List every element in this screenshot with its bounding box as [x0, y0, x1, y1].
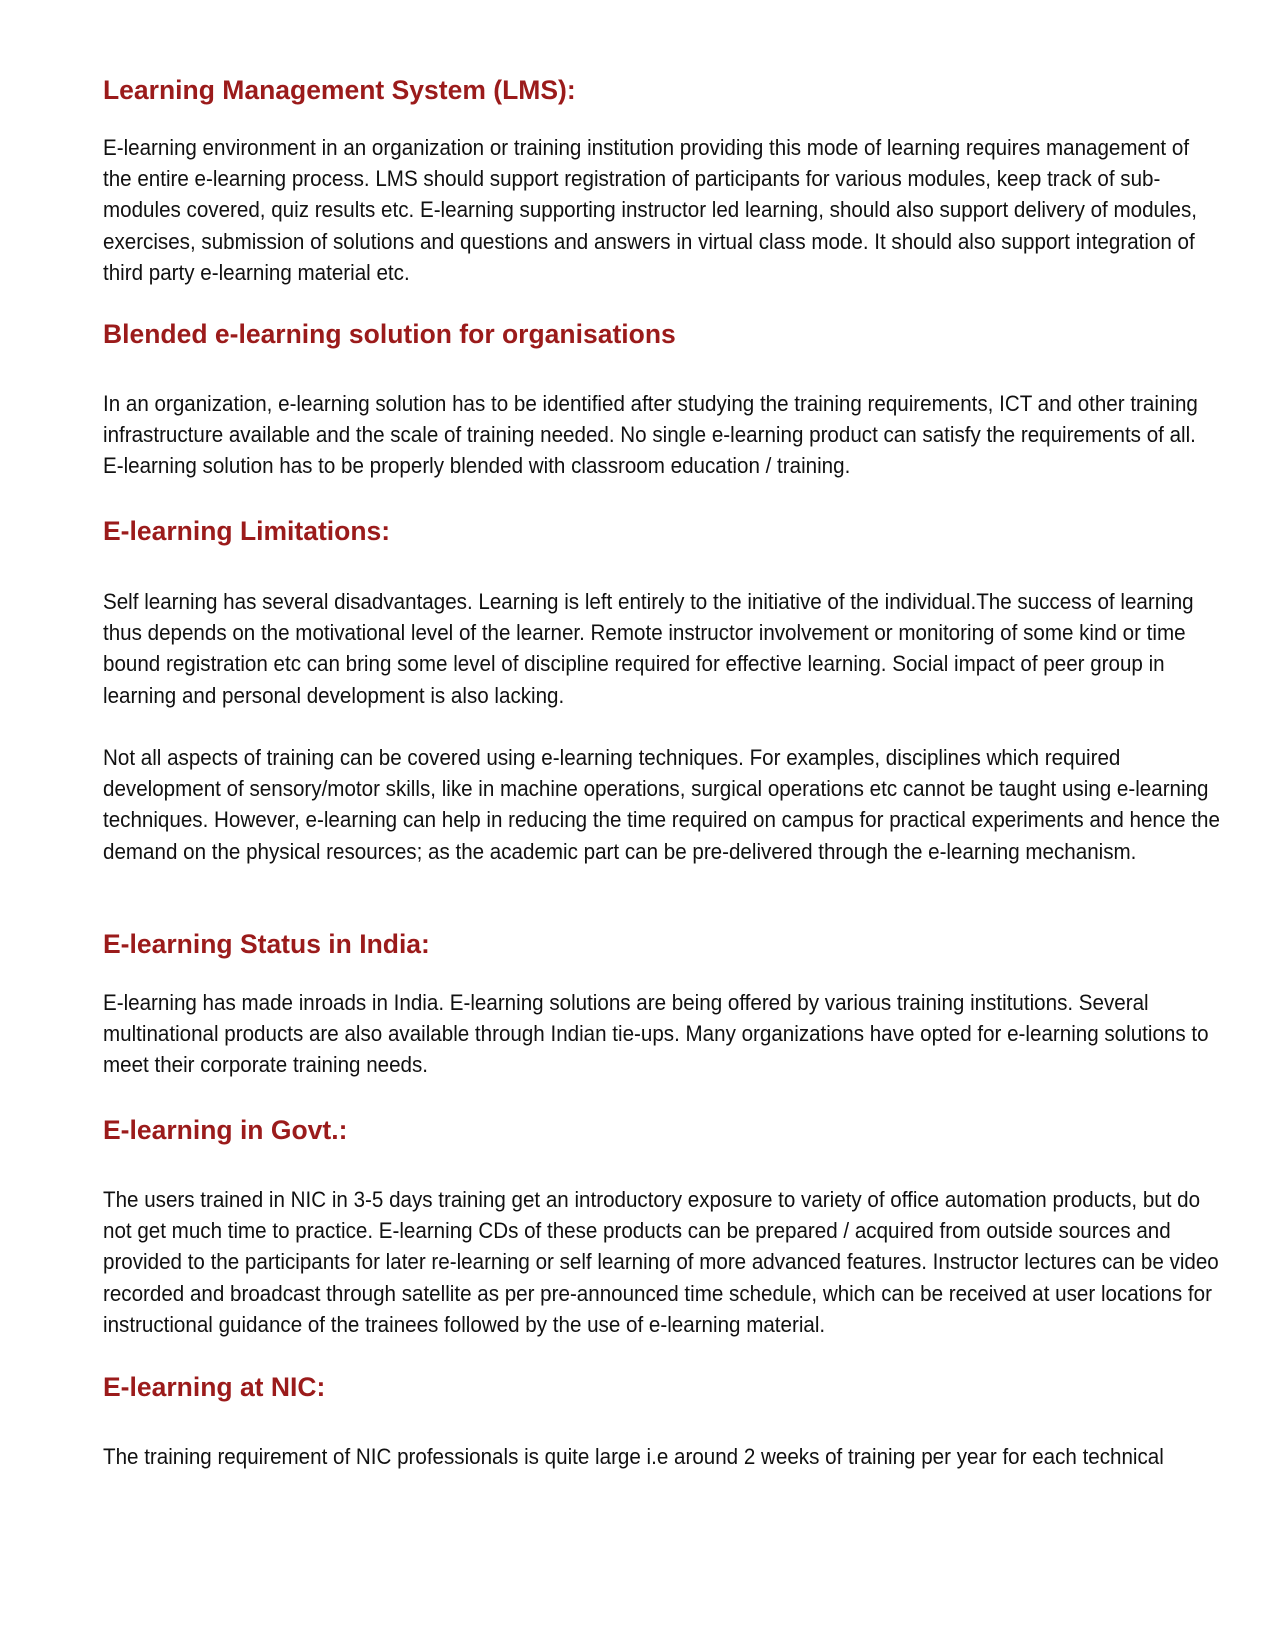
- heading-blended-learning: Blended e-learning solution for organisations: [103, 319, 676, 349]
- paragraph-lms: E-learning environment in an organization or training institution providing this mode of learning requires management of the entire e-learning process. LMS should support registration of participants for various modules, keep track of sub-modules covered, quiz results etc. E-learning supporting instructor led learning, should also support delivery of modules, exercises, submission of solutions and questions and answers in virtual class mode. It should also support integration of third party e-learning material etc.: [103, 135, 1198, 285]
- paragraph-status-india: E-learning has made inroads in India. E-learning solutions are being offered by various training institutions. Several multinational products are also available through Indian tie-ups. Many organizations have opted for e-learning solutions to meet their corporate training needs.: [103, 990, 1209, 1078]
- paragraph-nic: The training requirement of NIC professionals is quite large i.e around 2 weeks of training per year for each technical: [103, 1444, 1164, 1469]
- paragraph-govt: The users trained in NIC in 3-5 days training get an introductory exposure to variety of office automation products, but do not get much time to practice. E-learning CDs of these products can be prepared / acquired from outside sources and provided to the participants for later re-learning or self learning of more advanced features. Instructor lectures can be video recorded and broadcast through satellite as per pre-announced time schedule, which can be received at user locations for instructional guidance of the trainees followed by the use of e-learning material.: [103, 1187, 1219, 1337]
- heading-limitations: E-learning Limitations:: [103, 516, 391, 546]
- paragraph-limitations-2: Not all aspects of training can be covered using e-learning techniques. For examples, disciplines which required development of sensory/motor skills, like in machine operations, surgical operations etc cannot be taught using e-learning techniques. However, e-learning can help in reducing the time required on campus for practical experiments and hence the demand on the physical resources; as the academic part can be pre-delivered through the e-learning mechanism.: [103, 745, 1220, 864]
- paragraph-limitations-1: Self learning has several disadvantages. Learning is left entirely to the initiative of the individual.The success of learning thus depends on the motivational level of the learner. Remote instructor involvement or monitoring of some kind or time bound registration etc can bring some level of discipline required for effective learning. Social impact of peer group in learning and personal development is also lacking.: [103, 589, 1194, 708]
- paragraph-blended-learning: In an organization, e-learning solution has to be identified after studying the training requirements, ICT and other training infrastructure available and the scale of training needed. No single e-learning product can satisfy the requirements of all. E-learning solution has to be properly blended with classroom education / training.: [103, 391, 1198, 479]
- heading-govt: E-learning in Govt.:: [103, 1115, 348, 1145]
- heading-nic: E-learning at NIC:: [103, 1372, 326, 1402]
- heading-lms: Learning Management System (LMS):: [103, 75, 576, 105]
- heading-status-india: E-learning Status in India:: [103, 929, 430, 959]
